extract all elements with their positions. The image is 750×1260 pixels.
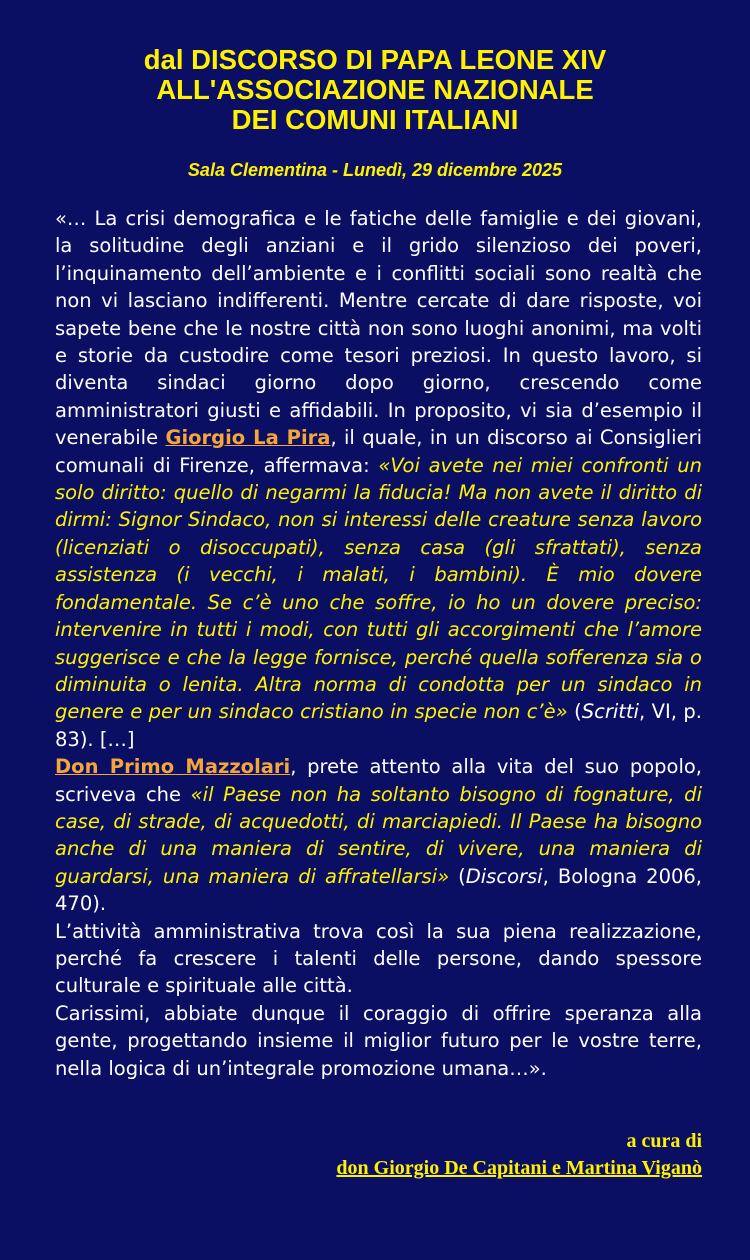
paragraph-1-text-b: , il quale, in un discorso ai Consiglieri comunali di Firenze, affermava: [55,426,703,477]
paragraph-3: L’attività amministrativa trova così la sua piena realizzazione, perché fa crescere i talenti delle persone, dando spessore culturale e spirituale alle città. [55,919,702,998]
signature-authors: don Giorgio De Capitani e Martina Viganò [336,1157,702,1179]
citation-1-rest: , VI, p. 83). […] [55,700,702,751]
mazzolari-quote: «il Paese non ha soltanto bisogno di fognature, di case, di strade, di acquedotti, di marciapiedi. Il Paese ha bisogno anche di una maniera di sentire, di vivere, una maniera di guardarsi, una maniera di affratellarsi» [55,782,702,888]
signature [336,1128,702,1182]
citation-2-open: ( [449,864,466,888]
speech-text [55,205,702,1082]
title-line-2: ALL'ASSOCIAZIONE NAZIONALE [156,74,594,105]
giorgio-la-pira-link[interactable]: Giorgio La Pira [165,426,331,450]
page-subtitle: Sala Clementina - Lunedì, 29 dicembre 2025 [187,160,563,180]
la-pira-quote: «Voi avete nei miei confronti un solo diritto: quello di negarmi la fiducia! Ma non avete il diritto di dirmi: Signor Sindaco, non si interessi delle creature senza lavoro (licenziati o disoccupati), senza casa (gli sfrattati), senza assistenza (i vecchi, i malati, i bambini). È mio dovere fondamentale. Se c’è uno che soffre, io ho un dovere preciso: intervenire in tutti i modi, con tutti gli accorgimenti che l’amore suggerisce e che la legge fornisce, perché quella sofferenza sia o diminuita o lenita. Altra norma di condotta per un sindaco in genere e per un sindaco cristiano in specie non c’è» [55,453,702,724]
paragraph-1-text-a: «… La crisi demografica e le fatiche delle famiglie e dei giovani, la solitudine degli anziani e il grido silenzioso dei poveri, l’inquinamento dell’ambiente e i conflitti sociali sono realtà che non vi lasciano indifferenti. Mentre cercate di dare risposte, voi sapete bene che le nostre città non sono luoghi anonimi, ma volti e storie da custodire come tesori preziosi. In questo lavoro, si diventa sindaci giorno dopo giorno, crescendo come amministratori giusti e affidabili. In proposito, vi sia d’esempio il venerabile [55,207,702,450]
paragraph-2 [55,753,702,917]
citation-1-open: ( [567,700,582,724]
title-line-1: dal DISCORSO DI PAPA LEONE XIV [143,44,607,75]
citation-2-title: Discorsi [465,864,543,888]
paragraph-2-text-a: , prete attento alla vita del suo popolo, scriveva che [55,755,702,806]
paragraph-4: Carissimi, abbiate dunque il coraggio di offrire speranza alla gente, progettando insieme il miglior futuro per le vostre terre, nella logica di un’integrale promozione umana…». [55,1001,702,1080]
title-line-3: DEI COMUNI ITALIANI [231,104,519,135]
don-primo-mazzolari-link[interactable]: Don Primo Mazzolari [55,755,291,779]
citation-2-rest: , Bologna 2006, 470). [55,864,703,916]
citation-1-title: Scritti [581,700,639,724]
page-title [0,45,750,135]
paragraph-1 [55,205,702,753]
signature-line-1: a cura di [626,1130,702,1152]
